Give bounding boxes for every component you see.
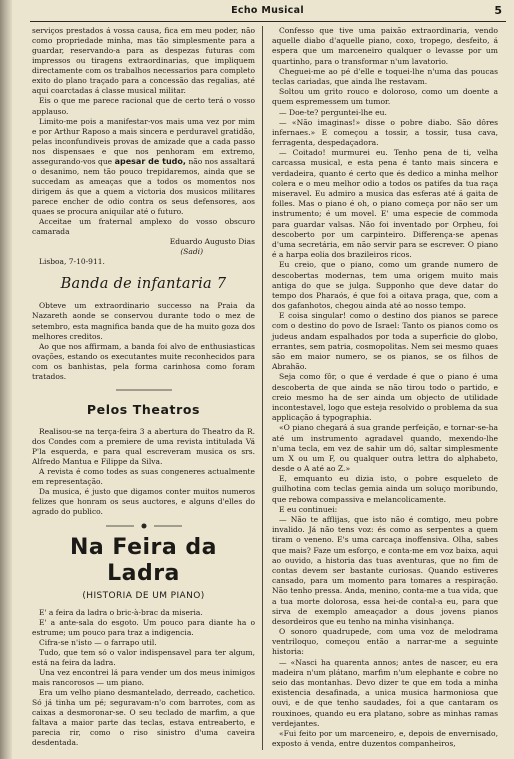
emphasis-text: apesar de tudo,: [114, 156, 186, 166]
article-subtitle: (HISTORIA DE UM PIANO): [82, 591, 205, 602]
column-rule: [262, 26, 263, 750]
signature-alias: (Sadi): [180, 247, 203, 257]
header-rule: [30, 21, 506, 22]
section-title-theatros: Pelos Theatros: [86, 401, 201, 417]
story-paragraph: Seja como fôr, o que é verdade é que o piano é uma descoberta de que ainda se não tirou todo o partido, e creio mesmo ha de ser ainda um objecto de utilidade incontestavel, logo que esteja resolvido o problema da sua applicação á typographia.: [272, 372, 498, 423]
story-paragraph: — «Não imaginas!» disse o pobre diabo. São dôres infernaes.» E começou a tossir, a tossir, tusa cava, ferragenta, despedaçadora.: [272, 117, 498, 148]
story-paragraph: — «Nasci ha quarenta annos; antes de nascer, eu era madeira n'um plátano, marfim n'um elephante e cobre no seio das montanhas. Devo dizer te que em toda a minha existencia desafinada, a unica musica harmoniosa que ouvi, e de que tenho saudades, foi a que cantaram os rouxinoes, quando eu era platano, sobre as minhas ramas verdejantes.: [272, 657, 498, 728]
story-paragraph: O sonoro quadrupede, com uma voz de melodrama ventriloquo, começou então a narrar-me a seguinte historia:: [272, 627, 498, 657]
story-paragraph: Cheguei-me ao pé d'elle e toquei-lhe n'uma das poucas teclas cariadas, que ainda lhe restavam.: [272, 66, 498, 86]
theatros-paragraph: Realisou-se na terça-feira 3 a abertura do Theatro da R. dos Condes com a premiere de uma revista intitulada Vá P'la esquerda, e para qual escreveram musica os srs. Alfredo Mantua e Filippe da Silva.: [32, 426, 255, 467]
divider-ornament: [114, 387, 174, 393]
letter-date: Lisboa, 7-10-911.: [39, 257, 105, 267]
flourish-ornament: [104, 522, 184, 530]
letter-paragraph: Eis o que me parece racional que de certo terá o vosso applauso.: [32, 96, 255, 116]
story-paragraph: — Não te afflijas, que isto não é comtigo, meu pobre invalido. Já não tens voz: és como as serpentes a quem tiram o veneno. E's uma carcaça inoffensiva. Olha, sabes que mais? Faze um esforço, e conta-me em voz baixa, aqui ao ouvido, a historia das tuas aventuras, que no fim de contas devem ser bastante curiosas. Quando estiveres cansado, para um momento para tomares a respiração. Não tenho pressa. Anda, menino, conta-me a tua vida, que a tua morte dolorosa, essa hei-de contal-a eu, para que sirva de exemplo ameaçador a dous jovens pianos desordeiros que eu tenho na minha visinhança.: [272, 515, 498, 626]
letter-text: Limito-me pois a manifestar-vos mais uma vez por mim e por Arthur Raposo a mais sincera e perduravel gratidão, pelas inconfundiveis provas de amizade que a cada passo nos dispensaes e que nos penhoram em extremo, assegurando-vos que: [32, 116, 255, 166]
letter-paragraph: [32, 117, 255, 218]
story-paragraph: Una vez encontrei lá para vender um dos meus inimigos mais rancorosos — um piano.: [32, 667, 255, 687]
right-column: [272, 26, 498, 749]
book-binding-shadow: [0, 0, 12, 759]
story-paragraph: Tudo, que tem só o valor indispensavel para ter algum, está na feira da ladra.: [32, 647, 255, 667]
page-number: 5: [494, 4, 502, 17]
story-paragraph: E coisa singular! como o destino dos pianos se parece com o destino do povo de Israel: Tanto os pianos como os judeus andam espalhados por toda a superficie do globo, errantes, sem patria, cosmopolitas. Nem sei mesmo quaes são em maior numero, se os pianos, se os filhos de Abrahão.: [272, 311, 498, 372]
section-title-banda: Banda de infantaria 7: [60, 276, 227, 293]
story-paragraph: Eu creio, que o piano, como um grande numero de descobertas modernas, tem uma origem muito mais antiga do que se julga. Supponho que deve datar do tempo dos Pharaós, é que foi a oitava praga, que, com a dos gafanhotos, chegou ainda até ao nosso tempo.: [272, 260, 498, 311]
story-paragraph: E, emquanto eu dizia isto, o pobre esqueleto de guilhotina com teclas gemia ainda um soluço moribundo, que rebowa compassiva e melancolicamente.: [272, 474, 498, 504]
story-paragraph: E eu continuei:: [279, 504, 338, 514]
letter-paragraph: Acceitae um fraternal amplexo do vosso obscuro camarada: [32, 217, 255, 237]
letter-paragraph: serviços prestados á vossa causa, fica em meu poder, não como propriedade minha, mas tão simplesmente para a guardar, reservando-a para as despezas futuras com impressos ou tiragens extraordinarias, que impliquem directamente com os trabalhos necessarios para completo exito do plano traçado para a concessão das regalias, até aqui coarctadas á classe musical militar.: [32, 26, 255, 96]
story-paragraph: E' a feira da ladra o bric-à-brac da miseria.: [39, 607, 203, 617]
banda-paragraph: Ao que nos affirmam, a banda foi alvo de enthusiasticas ovações, estando os executantes muite reconhecidos para com os banhistas, pela forma carinhosa como foram tratados.: [32, 341, 255, 381]
left-column: [32, 26, 255, 748]
story-paragraph: «Fui feito por um marceneiro, e, depois de envernisado, exposto á venda, entre duzentos companheiros,: [272, 728, 498, 749]
header-title: Echo Musical: [231, 5, 304, 16]
story-paragraph: — Doe-te? perguntei-lhe eu.: [279, 107, 387, 117]
story-paragraph: E' a ante-sala do esgoto. Um pouco para diante ha o estrume; um pouco para traz a indigencia.: [32, 617, 255, 637]
story-paragraph: «O piano chegará á sua grande perfeição, e tornar-se-ha até um instrumento agradavel quando, mexendo-lhe n'uma tecla, em vez de sahir um dó, saltar simplesmente um X ou um F, ou qualquer outra lettra do alphabeto, desde o A até ao Z.»: [272, 423, 498, 474]
banda-paragraph: Obteve um extraordinario successo na Praia da Nazareth aonde se conservou durante todo o mez de setembro, esta magnifica banda que de ha muito goza dos melhores creditos.: [32, 301, 255, 341]
story-paragraph: Era um velho piano desmantelado, derreado, cachetico. Só já tinha um pé; seguravam-n'o com barrotes, com as caixas a desmoronar-se. O seu teclado de marfim, a que faltava a maior parte das teclas, estava entreaberto, e parecia rir, como o riso sinistro d'uma caveira desdentada.: [32, 688, 255, 748]
article-title: Na Feira da Ladra: [70, 535, 217, 587]
story-paragraph: Cifra-se n'isto — o farrapo util.: [39, 637, 157, 647]
story-paragraph: Soltou um grito rouco e doloroso, como um doente a quem espremessem um tumor.: [272, 87, 498, 107]
signature-name: Eduardo Augusto Dias: [169, 237, 255, 247]
story-paragraph: — Coitado! murmurei eu. Tenho pena de ti, velha carcassa musical, e esta pena é tanto mais sincera e verdadeira, quanto é certo que és dedico a minha melhor colera e o meu melhor odio a todos os patifes da tua raça miseravel. Eu admiro a musica das esferas até á gaita de folles. Mas o piano é oh, o piano começa por não ser um instrumento; é um movel. E' uma especie de commoda para guardar valsas. Não foi inventado por Orpheu, foi descoberto por um carpinteiro. Differença-se apenas d'uma secretária, em não servir para se escrever. O piano é a harpa eolia dos brazileiros ricos.: [272, 148, 498, 260]
running-header: [30, 4, 505, 20]
letter-text: não nos assaltará o desanimo, nem tão pouco trepidaremos, ainda que se succedam as ameaças que a todos os momentos nos dirigem ás que a quem a victoria dos musicos militares parece encher de odio contra os seus defensores, aos quaes se procura aniquilar até o futuro.: [32, 156, 255, 217]
theatros-paragraph: A revista é como todes as suas congeneres actualmente em representação.: [32, 467, 255, 487]
theatros-paragraph: Da musica, é justo que digamos conter muitos numeros felizes que honram os seus auctores, e alguns d'elles do agrado do publico.: [32, 487, 255, 517]
story-paragraph: Confesso que tive uma paixão extraordinaria, vendo aquelle diabo d'aquelle piano, coxo, tropego, desfeito, á espera que um marceneiro qualquer o levasse por um quartinho, para o transformar n'um lavatorio.: [272, 26, 498, 66]
